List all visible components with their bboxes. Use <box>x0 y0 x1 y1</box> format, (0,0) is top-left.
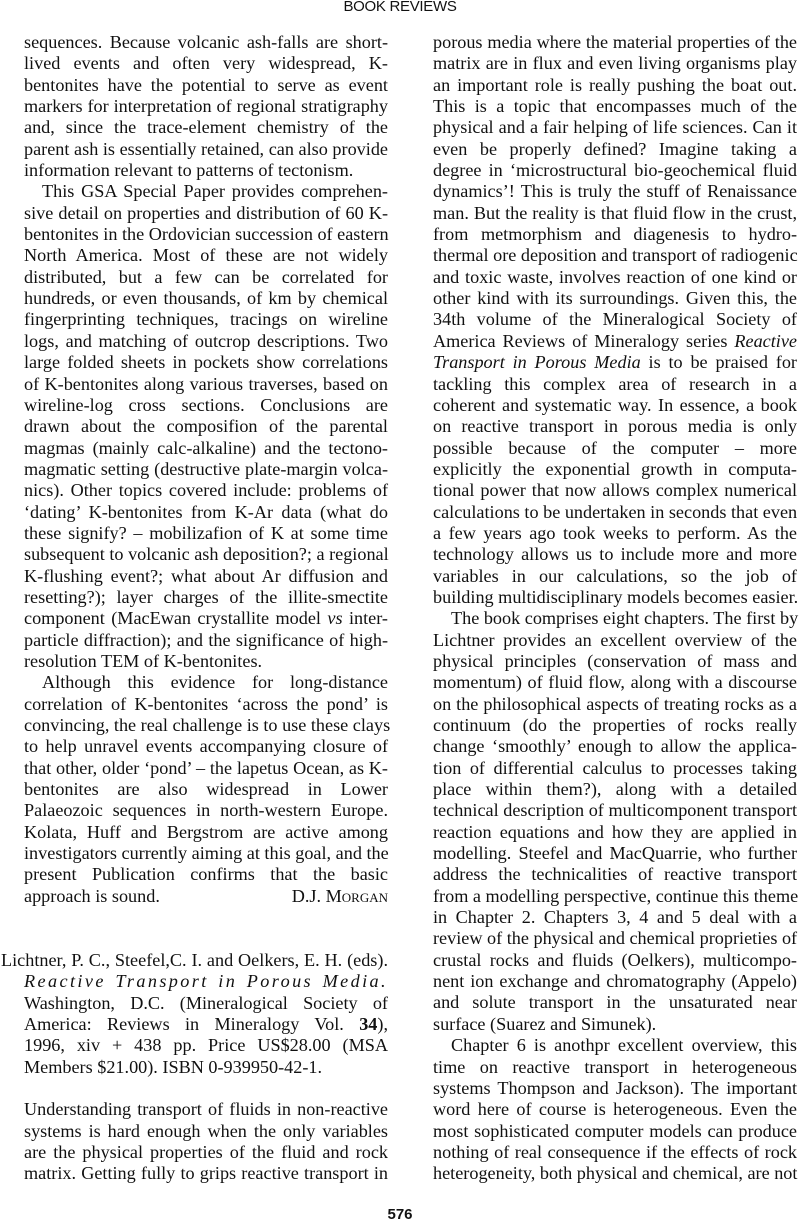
text-line: large folded sheets in pockets show correlations <box>24 352 388 373</box>
text-line: nothing of real consequence if the effects of rock <box>433 1141 797 1162</box>
reference-publisher: Washington, D.C. (Mineralogical Society of <box>24 992 388 1013</box>
text-line: Understanding transport of fluids in non-reactive <box>24 1099 388 1120</box>
text-line: sive detail on properties and distribution of 60 K- <box>24 202 388 223</box>
text-line: change ‘smoothly’ enough to allow the applica- <box>433 736 797 757</box>
text-line: and solute transport in the unsaturated near <box>433 992 797 1013</box>
reference-volume: 34 <box>359 1014 378 1035</box>
text-line: magmatic setting (destructive plate-margin volca- <box>24 458 388 479</box>
text-line: word here of course is heterogeneous. Even the <box>433 1099 797 1120</box>
text-line: Chapter 6 is anothpr excellent overview, this <box>451 1035 797 1056</box>
text-run: component (MacEwan crystallite model <box>24 608 328 629</box>
text-line: a few years ago took weeks to perform. As the <box>433 522 797 543</box>
text-run: is to be praised for <box>640 352 797 373</box>
text-line: information relevant to patterns of tectonism. <box>24 160 354 181</box>
text-line: tackling this complex area of research in a <box>433 373 797 394</box>
text-run: America Reviews of Mineralogy series <box>433 330 735 351</box>
text-line: tional power that now allows complex numerical <box>433 480 797 501</box>
right-column <box>433 32 797 1185</box>
text-line: most sophisticated computer models can produce <box>433 1120 797 1141</box>
text-line: dynamics’! This is truly the stuff of Renaissance <box>433 181 797 202</box>
text-line: technical description of multicomponent transport <box>433 800 797 821</box>
text-line: an important role is really pushing the boat out. <box>433 74 797 95</box>
text-line: distributed, but a few can be correlated for <box>24 266 388 287</box>
text-line: momentum) of fluid flow, along with a discourse <box>433 672 797 693</box>
text-line: that other, older ‘pond’ – the lapetus Ocean, as K- <box>24 757 388 778</box>
text-line: on the philosophical aspects of treating rocks as a <box>433 693 797 714</box>
text-line: calculations to be undertaken in seconds that even <box>433 501 798 522</box>
text-line: ‘dating’ K-bentonites from K-Ar data (what do <box>24 501 388 522</box>
text-line: matrix are in flux and even living organisms play <box>433 53 797 74</box>
text-line: building multidisciplinary models becomes easier. <box>433 586 799 607</box>
text-line: from a modelling perspective, continue this theme <box>433 885 799 906</box>
text-line: markers for interpretation of regional stratigraphy <box>24 96 388 117</box>
italic-book-title: Reactive <box>734 330 797 351</box>
paragraph-chapter-six <box>433 1035 797 1184</box>
text-line: of K-bentonites along various traverses, based on <box>24 373 388 394</box>
text-line: matrix. Getting fully to grips reactive transport in <box>24 1163 388 1184</box>
text-line: lived events and often very widespread, K- <box>24 53 388 74</box>
text-line: review of the physical and chemical proprieties of <box>433 928 798 949</box>
text-line: other kind with its surroundings. Given this, the <box>433 288 797 309</box>
text-line: magmas (mainly calc-alkaline) and the tectono- <box>24 437 388 458</box>
text-run: ), <box>377 1014 388 1035</box>
text-line: Kolata, Huff and Bergstrom are active among <box>24 821 388 842</box>
text-line: drawn about the composifion of the parental <box>24 416 388 437</box>
text-line: systems is hard enough when the only variables <box>24 1120 388 1141</box>
text-line: technology allows us to include more and more <box>433 544 797 565</box>
left-column <box>1 32 391 1185</box>
text-line: physical and a fair helping of life sciences. Can it <box>433 117 797 138</box>
text-line: time on reactive transport in heterogeneous <box>433 1056 797 1077</box>
text-line: Although this evidence for long-distance <box>42 672 388 693</box>
text-line: man. But the reality is that fluid flow in the crust, <box>433 202 797 223</box>
text-line: resolution TEM of K-bentonites. <box>24 650 263 671</box>
text-line: correlation of K-bentonites ‘across the pond’ is <box>24 693 388 714</box>
text-line: present Publication confirms that the basic <box>24 864 388 885</box>
text-line: are the physical properties of the fluid and rock <box>24 1141 388 1162</box>
reviewer-signature: D.J. Morgan <box>291 885 388 906</box>
text-line: modelling. Steefel and MacQuarrie, who further <box>433 843 797 864</box>
reference-isbn: Members $21.00). ISBN 0-939950-42-1. <box>24 1056 323 1077</box>
text-line: possible because of the computer – more <box>433 437 797 458</box>
text-line: particle diffraction); and the significance of high- <box>24 629 388 650</box>
text-line: crustal rocks and fluids (Oelkers), multicompo- <box>433 949 797 970</box>
text-run: approach is sound. <box>24 885 160 906</box>
text-line: 34th volume of the Mineralogical Society of <box>433 309 797 330</box>
reference-price: 1996, xiv + 438 pp. Price US$28.00 (MSA <box>24 1035 388 1056</box>
text-line: from metmorphism and diagenesis to hydro- <box>433 224 797 245</box>
text-line: porous media where the material properties of the <box>433 32 797 52</box>
text-line <box>433 331 797 352</box>
text-line: thermal ore deposition and transport of radiogenic <box>433 245 798 266</box>
text-line: parent ash is essentially retained, can also provide <box>24 138 388 159</box>
text-line: subsequent to volcanic ash deposition?; a regional <box>24 544 389 565</box>
text-line: Lichtner provides an excellent overview of the <box>433 629 797 650</box>
text-line: explicitly the exponential growth in computa- <box>433 458 797 479</box>
text-line: K-flushing event?; what about Ar diffusion and <box>24 565 388 586</box>
text-run: America: Reviews in Mineralogy Vol. <box>24 1014 360 1035</box>
text-run: inter- <box>342 608 388 629</box>
text-line: physical principles (conservation of mass and <box>433 650 797 671</box>
reference-series <box>24 1014 388 1035</box>
reference-authors: Lichtner, P. C., Steefel,C. I. and Oelkers, E. H. (eds). <box>1 950 388 971</box>
running-head: BOOK REVIEWS <box>343 0 457 15</box>
text-line: convincing, the real challenge is to use these clays <box>24 715 391 735</box>
page-number: 576 <box>387 1206 413 1223</box>
text-line: place within them?), along with a detailed <box>433 779 797 800</box>
text-line: systems Thompson and Jackson). The important <box>433 1077 797 1098</box>
text-line: degree in ‘microstructural bio-geochemical fluid <box>433 160 797 181</box>
text-line: fingerprinting techniques, tracings on wireline <box>24 309 388 330</box>
text-line: to help unravel events accompanying closure of <box>24 736 388 757</box>
text-line: This GSA Special Paper provides comprehen- <box>42 181 388 202</box>
text-line: on reactive transport in porous media is only <box>433 416 797 437</box>
text-line: bentonites are also widespread in Lower <box>24 779 388 800</box>
book-reference <box>1 950 388 1078</box>
text-line: and toxic waste, involves reaction of one kind or <box>433 266 797 287</box>
text-line: heterogeneity, both physical and chemical, are not <box>433 1163 798 1184</box>
reference-title: Reactive Transport in Porous Media. <box>24 971 388 992</box>
paragraph-review-opening <box>24 1099 388 1184</box>
text-line: logs, and matching of outcrop descriptions. Two <box>24 330 388 351</box>
text-line: hundreds, or even thousands, of km by chemical <box>24 288 388 309</box>
text-line: variables in our calculations, so the job of <box>433 565 797 586</box>
text-line: bentonites have the potential to serve as event <box>24 74 388 95</box>
text-line: North America. Most of these are not widely <box>24 245 388 266</box>
text-line: and, since the trace-element chemistry of the <box>24 117 388 138</box>
italic-vs: vs <box>327 608 343 629</box>
text-line: continuum (do the properties of rocks really <box>433 715 797 735</box>
text-line: these signify? – mobilizafion of K at some time <box>24 522 388 543</box>
text-line: investigators currently aiming at this goal, and the <box>24 843 389 864</box>
text-line: even be properly defined? Imagine taking a <box>433 138 797 159</box>
signature-line <box>24 886 388 907</box>
text-line: coherent and systematic way. In essence, a book <box>433 394 797 415</box>
text-line: surface (Suarez and Simunek). <box>433 1013 657 1034</box>
paragraph-kbentonites-intro <box>24 32 388 181</box>
italic-book-title: Transport in Porous Media <box>433 352 641 373</box>
text-line: The book comprises eight chapters. The first by <box>451 608 799 629</box>
text-line: nics). Other topics covered include: problems of <box>24 480 388 501</box>
text-line: Palaeozoic sequences in north-western Europe. <box>24 800 388 821</box>
text-line: sequences. Because volcanic ash-falls are short- <box>24 32 388 52</box>
paragraph-porous-media <box>433 32 797 608</box>
text-line: This is a topic that encompasses much of the <box>433 96 797 117</box>
text-line <box>24 608 388 629</box>
text-line: wireline-log cross sections. Conclusions are <box>24 394 388 415</box>
text-line: resetting?); layer charges of the illite-smectite <box>24 586 388 607</box>
text-line: tion of differential calculus to processes taking <box>433 757 797 778</box>
text-line: address the technicalities of reactive transport <box>433 864 797 885</box>
text-line: reaction equations and how they are applied in <box>433 821 797 842</box>
text-line: in Chapter 2. Chapters 3, 4 and 5 deal with a <box>433 907 797 928</box>
text-line: bentonites in the Ordovician succession of eastern <box>24 224 389 245</box>
text-line <box>433 352 797 373</box>
paragraph-gsa-special-paper <box>24 181 388 672</box>
text-line: nent ion exchange and chromatography (Appelo) <box>433 971 797 992</box>
paragraph-eight-chapters <box>433 608 797 1035</box>
paragraph-across-the-pond <box>24 672 391 907</box>
